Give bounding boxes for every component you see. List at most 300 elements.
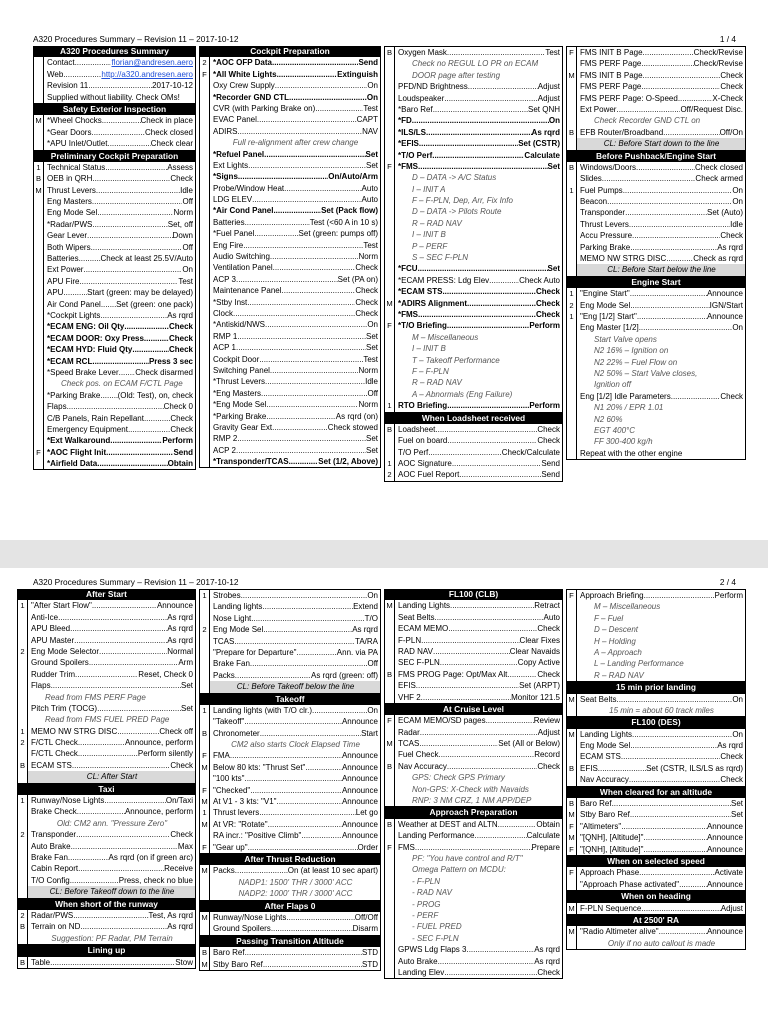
crew-marker: [200, 297, 210, 308]
crew-marker: F: [385, 842, 395, 853]
item-text: [44, 57, 195, 68]
crew-marker: [34, 253, 44, 264]
crew-marker: [385, 286, 395, 297]
checklist-item: [567, 300, 745, 311]
checklist-item: [385, 229, 562, 240]
checklist-item: [567, 705, 745, 716]
item-text: [577, 300, 745, 311]
item-label: TCAS: [398, 739, 420, 749]
crew-marker: [200, 354, 210, 365]
item-label: Ground Spoilers: [31, 658, 89, 668]
item-label: Eng Masters: [47, 197, 92, 207]
dot-leader: [72, 760, 170, 771]
item-action: Off/Off: [354, 912, 378, 922]
item-action: Let go: [355, 808, 378, 818]
checklist-item: [18, 863, 195, 874]
item-label: APU Master: [31, 635, 75, 645]
crew-marker: F: [385, 320, 395, 331]
crew-marker: [385, 150, 395, 161]
dot-leader: [51, 680, 181, 691]
item-text: [577, 379, 745, 390]
checklist-item: [200, 137, 380, 148]
procedure-section: [199, 46, 381, 468]
document-title: A320 Procedures Summary – Revision 11 – 2017-10-12: [33, 577, 239, 587]
crew-marker: [385, 612, 395, 623]
crew-marker: [18, 612, 28, 623]
item-label: Landing Performance: [398, 831, 475, 841]
crew-marker: [18, 806, 28, 817]
crew-marker: [567, 448, 577, 459]
dot-leader: [643, 47, 694, 58]
item-action: Check as rqrd: [693, 254, 743, 264]
checklist-item: [200, 796, 380, 807]
item-text: [210, 388, 380, 399]
item-label: Eng Mode Sel: [580, 300, 631, 310]
checklist-item: [18, 692, 195, 703]
checklist-item: [200, 80, 380, 91]
item-label: Read from FMS FUEL PRED Page: [45, 715, 170, 725]
crew-marker: [567, 115, 577, 126]
item-text: [395, 761, 562, 772]
crew-marker: [567, 173, 577, 184]
item-label: Chronometer: [213, 728, 260, 738]
crew-marker: [567, 658, 577, 669]
item-label: F/CTL Check: [31, 738, 78, 748]
crew-marker: F: [567, 844, 577, 855]
item-action: Norm: [358, 400, 378, 410]
item-action: Clear Fixes: [519, 635, 560, 645]
crew-marker: F: [200, 842, 210, 853]
checklist-item: [385, 853, 562, 864]
checklist-item: [200, 57, 380, 68]
checklist-item: [200, 762, 380, 773]
checklist-item: [200, 670, 380, 681]
checklist-item: [385, 623, 562, 634]
item-label: D – DATA -> A/C Status: [412, 173, 497, 183]
checklist-item: [567, 729, 745, 740]
crew-marker: [385, 749, 395, 760]
item-text: [44, 264, 195, 275]
crew-marker: 1: [18, 726, 28, 737]
item-label: Oxygen Mask: [398, 48, 447, 57]
item-label: *AOC Flight Init: [47, 447, 107, 457]
item-text: [28, 933, 195, 944]
item-label: Radar: [398, 727, 420, 737]
checklist-item: [34, 424, 195, 435]
crew-marker: [18, 818, 28, 829]
item-action: Announce: [706, 879, 743, 889]
procedure-section: [566, 589, 746, 682]
checklist-item: [385, 355, 562, 366]
checklist-item: [567, 938, 745, 949]
item-label: *T/O Perf: [398, 150, 433, 160]
checklist-item: [200, 601, 380, 612]
crew-marker: [34, 127, 44, 138]
dot-leader: [643, 70, 721, 81]
item-label: Accu Pressure: [580, 231, 633, 241]
dot-leader: [275, 80, 368, 91]
dot-leader: [421, 635, 519, 646]
checklist-item: [567, 809, 745, 820]
item-action: Check: [355, 263, 378, 273]
crew-marker: [385, 93, 395, 104]
item-action: Perform: [529, 321, 560, 331]
item-action: Receive: [164, 864, 193, 874]
checklist-item: [385, 309, 562, 320]
crew-marker: 1: [385, 458, 395, 469]
item-action: T/O: [364, 613, 378, 623]
dot-leader: [679, 879, 707, 890]
item-label: *Fuel Panel: [213, 229, 255, 239]
dot-leader: [268, 819, 342, 830]
item-action: As rqrd: [717, 242, 743, 252]
crew-marker: [34, 424, 44, 435]
checklist-item: [567, 402, 745, 413]
item-action: Norm: [358, 365, 378, 375]
dot-leader: [444, 93, 538, 104]
section-header: When on selected speed: [567, 856, 745, 867]
item-text: [577, 647, 745, 658]
checklist-item: [567, 601, 745, 612]
item-label: Suggestion: PF Radar, PM Terrain: [51, 933, 173, 943]
item-text: [577, 670, 745, 681]
item-label: FF 300-400 kg/h: [594, 437, 653, 447]
crew-marker: [385, 944, 395, 955]
crew-marker: [200, 456, 210, 467]
crew-marker: [18, 886, 28, 897]
item-text: [28, 875, 195, 886]
dot-leader: [468, 81, 538, 92]
crew-marker: [34, 219, 44, 230]
item-text: [210, 331, 380, 342]
item-label: APU Fire: [47, 276, 80, 286]
item-text: [210, 728, 380, 739]
dot-leader: [79, 276, 178, 287]
dot-leader: [104, 795, 166, 806]
item-label: "Approach Phase activated": [580, 879, 680, 889]
dot-leader: [266, 399, 358, 410]
crew-marker: [385, 229, 395, 240]
crew-marker: [567, 58, 577, 69]
section-header: At Cruise Level: [385, 704, 562, 715]
dot-leader: [237, 331, 366, 342]
item-label: N2 50% – Start Valve closes,: [594, 368, 698, 378]
checklist-item: [567, 624, 745, 635]
item-text: [44, 367, 195, 378]
dot-leader: [272, 422, 328, 433]
dot-leader: [99, 646, 167, 657]
crew-marker: 1: [200, 705, 210, 716]
dot-leader: [452, 458, 542, 469]
crew-marker: 1: [18, 795, 28, 806]
item-text: [395, 389, 562, 400]
checklist-item: [34, 264, 195, 275]
crew-marker: [385, 967, 395, 978]
item-action: Set: [547, 161, 560, 171]
item-text: [577, 879, 745, 890]
item-label: *Gear Doors: [47, 127, 92, 137]
item-text: [577, 774, 745, 785]
item-action: Announce: [156, 601, 193, 611]
crew-marker: [200, 80, 210, 91]
item-label: Full re-alignment after crew change: [232, 138, 359, 148]
item-text: [210, 80, 380, 91]
item-text: [395, 944, 562, 955]
item-label: Nose Light: [213, 613, 252, 623]
dot-leader: [234, 636, 355, 647]
item-label: P – PERF: [412, 241, 448, 251]
crew-marker: [385, 623, 395, 634]
crew-marker: [200, 670, 210, 681]
section-header: FL100 (DES): [567, 717, 745, 728]
checklist-item: [18, 910, 195, 921]
crew-marker: [200, 92, 210, 103]
checklist-item: [34, 253, 195, 264]
item-text: [395, 252, 562, 263]
item-action: On: [367, 705, 378, 715]
item-action: Announce: [706, 289, 743, 299]
item-action: Obtain: [536, 819, 560, 829]
item-text: [395, 635, 562, 646]
dot-leader: [447, 47, 545, 58]
item-text: [395, 320, 562, 331]
item-action: Send: [541, 470, 560, 480]
item-text: [395, 127, 562, 138]
section-header: FL100 (CLB): [385, 589, 562, 600]
item-action: On (at least 10 sec apart): [287, 866, 378, 876]
item-action: Check: [720, 391, 743, 401]
procedure-column: [17, 589, 196, 1024]
checklist-item: [567, 219, 745, 230]
item-label: EVAC Panel: [213, 115, 257, 125]
item-action: As rqrd (green: off): [311, 670, 378, 680]
item-label: - F-PLN: [412, 876, 440, 886]
item-label: - RAD NAV: [412, 888, 453, 898]
item-action: On: [732, 197, 743, 207]
item-text: [28, 863, 195, 874]
crew-marker: 2: [385, 469, 395, 480]
dot-leader: [252, 194, 361, 205]
section-header: Cockpit Preparation: [200, 46, 380, 57]
dot-leader: [63, 69, 101, 80]
crew-marker: [385, 366, 395, 377]
crew-marker: [200, 773, 210, 784]
item-action: Check: [170, 413, 193, 423]
item-text: [395, 138, 562, 149]
dot-leader: [250, 785, 342, 796]
item-label: Auto Brake: [31, 841, 71, 851]
item-text: [28, 646, 195, 657]
checklist-item: [567, 751, 745, 762]
dot-leader: [107, 138, 150, 149]
checklist-item: [34, 80, 195, 91]
item-label: *Baro Ref: [398, 104, 433, 114]
item-label: RNP: 3 NM CRZ, 1 NM APP/DEP: [412, 796, 532, 806]
checklist-item: [385, 138, 562, 149]
checklist-item: [385, 241, 562, 252]
item-text: [210, 160, 380, 171]
crew-marker: [385, 435, 395, 446]
crew-marker: [385, 853, 395, 864]
dot-leader: [78, 863, 164, 874]
item-text: [210, 716, 380, 727]
item-label: PFD/ND Brightness: [398, 82, 468, 92]
item-label: ECAM MEMO/SD pages: [398, 716, 486, 726]
item-action: Check: [170, 760, 193, 770]
item-text: [395, 70, 562, 81]
dot-leader: [261, 388, 367, 399]
checklist-item: [385, 864, 562, 875]
item-label: Emergency Equipment: [47, 424, 128, 434]
dot-leader: [230, 750, 342, 761]
item-link[interactable]: florian@andresen.aero: [111, 58, 193, 68]
item-text: [28, 714, 195, 725]
checklist-item: [567, 590, 745, 601]
item-action: Check/Revise: [693, 48, 743, 57]
crew-marker: [200, 160, 210, 171]
procedure-section: [566, 915, 746, 950]
item-text: [395, 600, 562, 611]
item-label: *Parking Brake: [213, 411, 267, 421]
checklist-item: [385, 612, 562, 623]
item-text: [395, 899, 562, 910]
crew-marker: [567, 670, 577, 681]
item-text: [28, 957, 195, 968]
crew-marker: [200, 149, 210, 160]
item-action: Announce: [706, 844, 743, 854]
item-text: [210, 137, 380, 148]
item-action: Check: [535, 309, 560, 319]
item-label: At VR: "Rotate": [213, 819, 268, 829]
item-label: D – DATA -> Pilots Route: [412, 207, 502, 217]
procedure-section: [199, 901, 381, 936]
procedure-section: [199, 854, 381, 901]
item-text: [395, 842, 562, 853]
item-action: On/Auto/Arm: [328, 172, 378, 182]
item-link[interactable]: http://a320.andresen.aero: [101, 69, 193, 79]
checklist-item: [385, 933, 562, 944]
item-label: ACP 1: [213, 343, 236, 353]
item-action: On: [367, 320, 378, 330]
item-label: EGT 400°C: [594, 425, 635, 435]
dot-leader: [419, 738, 498, 749]
item-action: As rqrd: [167, 310, 193, 320]
dot-leader: [630, 809, 731, 820]
checklist-item: [385, 727, 562, 738]
dot-leader: [616, 694, 732, 705]
checklist-item: [385, 252, 562, 263]
dot-leader: [447, 320, 529, 331]
crew-marker: [567, 879, 577, 890]
item-action: STD: [362, 948, 378, 958]
crew-marker: M: [200, 959, 210, 970]
item-label: Terrain on ND: [31, 922, 81, 932]
item-label: *Air Cond Panel: [213, 206, 274, 216]
item-text: [28, 852, 195, 863]
dot-leader: [68, 852, 109, 863]
dot-leader: [67, 401, 164, 412]
item-text: [44, 80, 195, 91]
crew-marker: [200, 830, 210, 841]
item-text: [577, 740, 745, 751]
item-action: Off: [367, 659, 378, 669]
dot-leader: [266, 411, 335, 422]
item-text: [28, 623, 195, 634]
item-action: Calculate: [524, 150, 560, 160]
item-action: On: [367, 81, 378, 91]
dot-leader: [284, 183, 361, 194]
item-label: *AOC OFP Data: [213, 58, 272, 68]
checklist-item: [200, 842, 380, 853]
checklist-item: [567, 322, 745, 333]
dot-leader: [616, 104, 680, 115]
item-action: Off/On: [719, 127, 743, 137]
dot-leader: [641, 58, 693, 69]
crew-marker: [567, 636, 577, 647]
checklist-item: [200, 411, 380, 422]
checklist-item: [385, 447, 562, 458]
item-label: *APU Inlet/Outlet: [47, 139, 108, 149]
item-label: AOC Signature: [398, 459, 452, 469]
checklist-item: [200, 947, 380, 958]
checklist-item: [567, 162, 745, 173]
dot-leader: [238, 171, 328, 182]
crew-marker: [385, 172, 395, 183]
crew-marker: [18, 875, 28, 886]
item-text: [28, 703, 195, 714]
item-action: Announce: [706, 821, 743, 831]
dot-leader: [80, 921, 167, 932]
crew-marker: [385, 138, 395, 149]
item-label: MEMO NW STRG DISC: [31, 726, 118, 736]
item-label: *Stby Inst: [213, 297, 248, 307]
dot-leader: [418, 309, 536, 320]
item-action: Set: [365, 149, 378, 159]
crew-marker: [567, 624, 577, 635]
item-text: [395, 784, 562, 795]
item-label: Landing Elev: [398, 967, 445, 977]
dot-leader: [260, 728, 361, 739]
checklist-item: [567, 127, 745, 138]
crew-marker: 1: [200, 807, 210, 818]
item-label: Ext Power: [47, 265, 84, 275]
item-text: [577, 196, 745, 207]
item-text: [210, 194, 380, 205]
checklist-item: [200, 285, 380, 296]
item-text: [395, 424, 562, 435]
crew-marker: 2: [200, 57, 210, 68]
item-label: Maintenance Panel: [213, 286, 282, 296]
checklist-item: [34, 57, 195, 68]
item-action: Review: [533, 716, 560, 726]
crew-marker: [200, 137, 210, 148]
dot-leader: [489, 275, 519, 286]
crew-marker: [385, 206, 395, 217]
item-action: Check stowed: [327, 422, 378, 432]
crew-marker: [385, 830, 395, 841]
item-text: [210, 923, 380, 934]
checklist-item: [34, 413, 195, 424]
item-label: L – Landing Performance: [594, 659, 684, 669]
item-text: [577, 253, 745, 264]
dot-leader: [273, 205, 321, 216]
item-label: Technical Status: [47, 162, 106, 172]
crew-marker: [385, 115, 395, 126]
item-label: Eng Mode Sel: [47, 208, 98, 218]
checklist-item: [18, 886, 195, 897]
item-label: Switching Panel: [213, 365, 270, 375]
item-text: [395, 206, 562, 217]
